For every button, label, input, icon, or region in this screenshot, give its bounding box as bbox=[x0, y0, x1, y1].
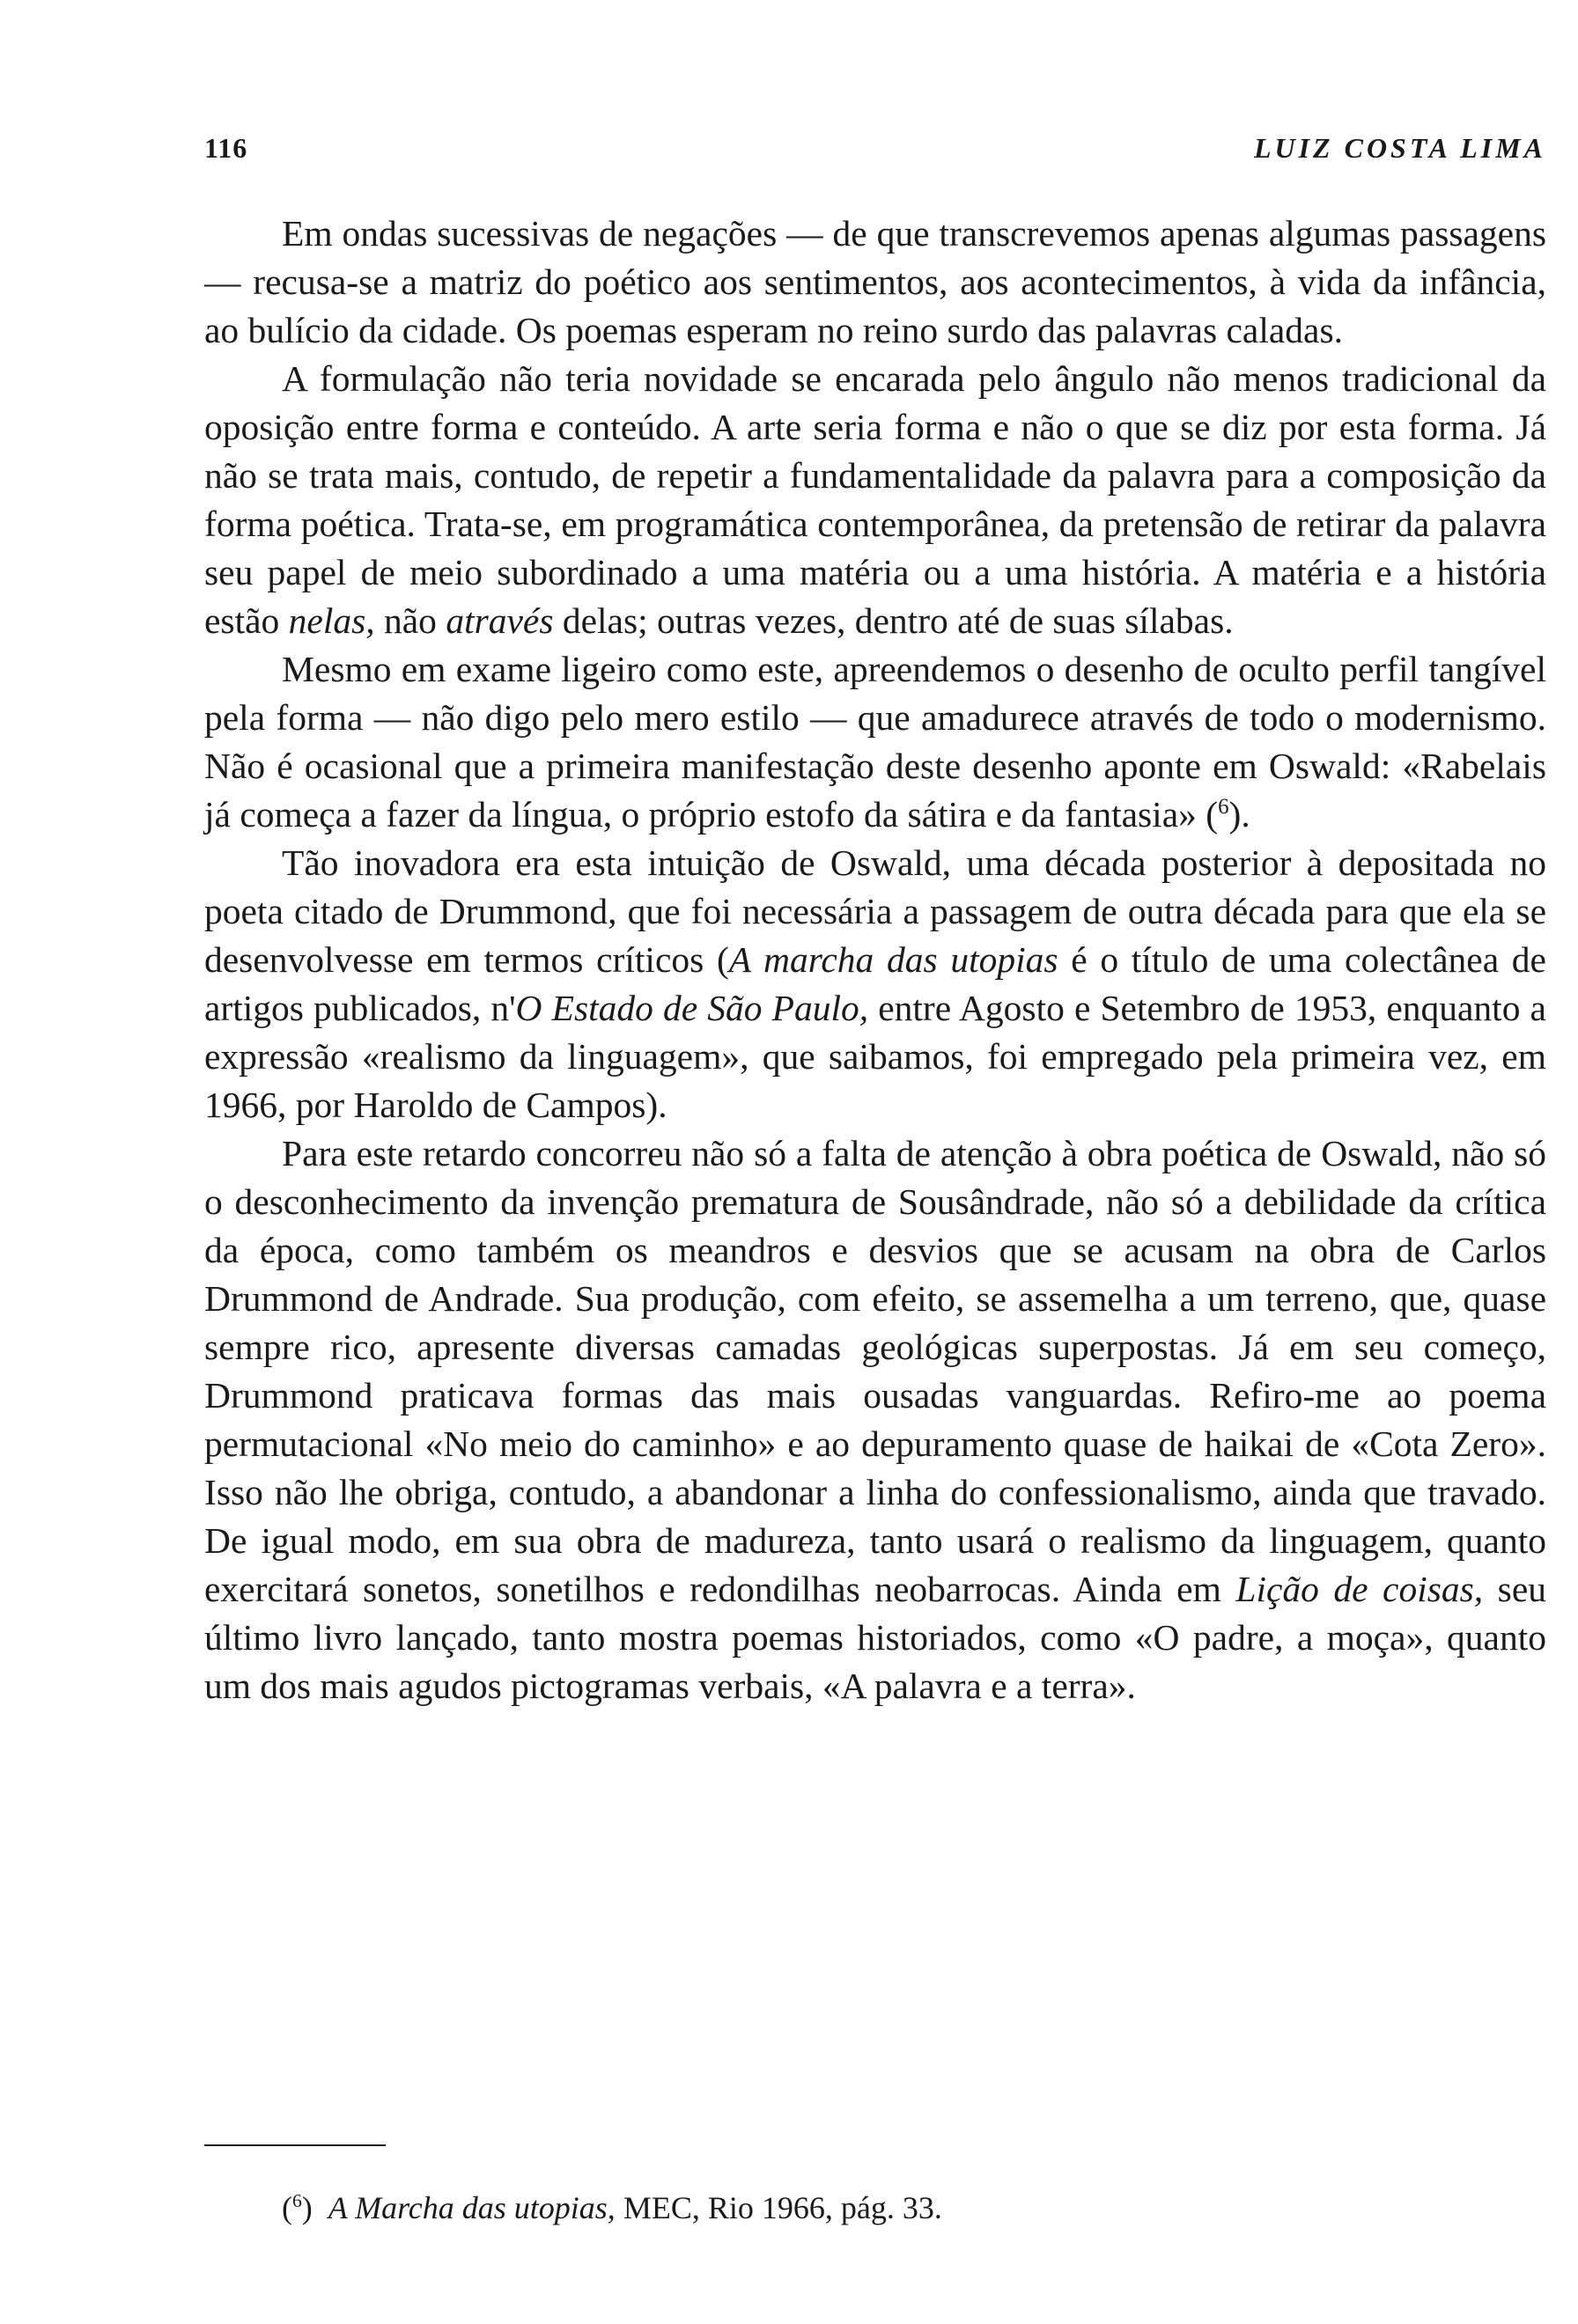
paragraph-4-text-a: Tão inovadora era esta intuição de Oswald, uma década posterior à depositada no poeta citado de Drummond, que foi necessária a passagem de outra década para que ela se desenvolvesse em termos críticos ( bbox=[204, 842, 1546, 980]
page-header bbox=[204, 132, 1546, 176]
paragraph-2 bbox=[204, 355, 1546, 645]
footnote-details: MEC, Rio 1966, pág. 33. bbox=[615, 2190, 942, 2225]
paragraph-3-text-b: ). bbox=[1228, 794, 1250, 835]
paragraph-2-text-c: delas; outras vezes, dentro até de suas sílabas. bbox=[553, 600, 1234, 641]
emphasis-nelas: nelas, bbox=[288, 600, 375, 641]
paragraph-1-text: Em ondas sucessivas de negações — de que transcrevemos apenas algumas passagens — recusa-se a matriz do poético aos sentimentos, aos acontecimentos, à vida da infância, ao bulício da cidade. Os poemas esperam no reino surdo das palavras caladas. bbox=[204, 213, 1546, 350]
paragraph-3-text-a: Mesmo em exame ligeiro como este, apreendemos o desenho de oculto perfil tangível pela forma — não digo pelo mero estilo — que amadurece através de todo o modernismo. Não é ocasional que a primeira manifestação deste desenho aponte em Oswald: «Rabelais já começa a fazer da língua, o próprio estofo da sátira e da fantasia» ( bbox=[204, 649, 1546, 835]
emphasis-atraves: através bbox=[446, 600, 554, 641]
paragraph-5 bbox=[204, 1129, 1546, 1710]
paragraph-3 bbox=[204, 645, 1546, 839]
title-a-marcha-das-utopias: A marcha das utopias bbox=[728, 939, 1058, 980]
running-head: LUIZ COSTA LIMA bbox=[1253, 132, 1546, 164]
footnote-close-paren: ) bbox=[301, 2190, 313, 2225]
footnote-reference: 6 bbox=[1218, 795, 1229, 820]
body-text bbox=[204, 210, 1546, 1710]
footnote-title: A Marcha das utopias, bbox=[328, 2190, 616, 2225]
title-licao-de-coisas: Lição de coisas, bbox=[1235, 1569, 1484, 1609]
paragraph-4-text-b: é o título de uma colectânea de artigos publicados, n' bbox=[204, 939, 1546, 1028]
paragraph-4-text-c: entre Agosto e Setembro de 1953, enquanto a expressão «realismo da linguagem», que saibamos, foi empregado pela primeira vez, em 1966, por Haroldo de Campos). bbox=[204, 988, 1546, 1125]
paragraph-5-text-a: Para este retardo concorreu não só a falta de atenção à obra poética de Oswald, não só o desconhecimento da invenção prematura de Sousândrade, não só a debilidade da crítica da época, como também os meandros e desvios que se acusam na obra de Carlos Drummond de Andrade. Sua produção, com efeito, se assemelha a um terreno, que, quase sempre rico, apresente diversas camadas geológicas superpostas. Já em seu começo, Drummond praticava formas das mais ousadas vanguardas. Refiro-me ao poema permutacional «No meio do caminho» e ao depuramento quase de haikai de «Cota Zero». Isso não lhe obriga, contudo, a abandonar a linha do confessionalismo, ainda que travado. De igual modo, em sua obra de madureza, tanto usará o realismo da linguagem, quanto exercitará sonetos, sonetilhos e redondilhas neobarrocas. Ainda em bbox=[204, 1133, 1546, 1609]
paragraph-4 bbox=[204, 839, 1546, 1129]
footnote-open-paren: ( bbox=[282, 2190, 292, 2225]
paragraph-1 bbox=[204, 210, 1546, 355]
paragraph-5-text-b: seu último livro lançado, tanto mostra poemas historiados, como «O padre, a moça», quanto um dos mais agudos pictogramas verbais, «A palavra e a terra». bbox=[204, 1569, 1546, 1706]
title-o-estado-de-sao-paulo: O Estado de São Paulo, bbox=[515, 988, 869, 1028]
footnote-divider bbox=[204, 2144, 386, 2146]
footnote-number: 6 bbox=[292, 2190, 302, 2211]
page-number: 116 bbox=[204, 132, 248, 164]
paragraph-2-text-b: não bbox=[374, 600, 446, 641]
footnote bbox=[282, 2188, 1515, 2227]
paragraph-2-text-a: A formulação não teria novidade se encarada pelo ângulo não menos tradicional da oposição entre forma e conteúdo. A arte seria forma e não o que se diz por esta forma. Já não se trata mais, contudo, de repetir a fundamentalidade da palavra para a composição da forma poética. Trata-se, em programática contemporânea, da pretensão de retirar da palavra seu papel de meio subordinado a uma matéria ou a uma história. A matéria e a história estão bbox=[204, 358, 1546, 641]
